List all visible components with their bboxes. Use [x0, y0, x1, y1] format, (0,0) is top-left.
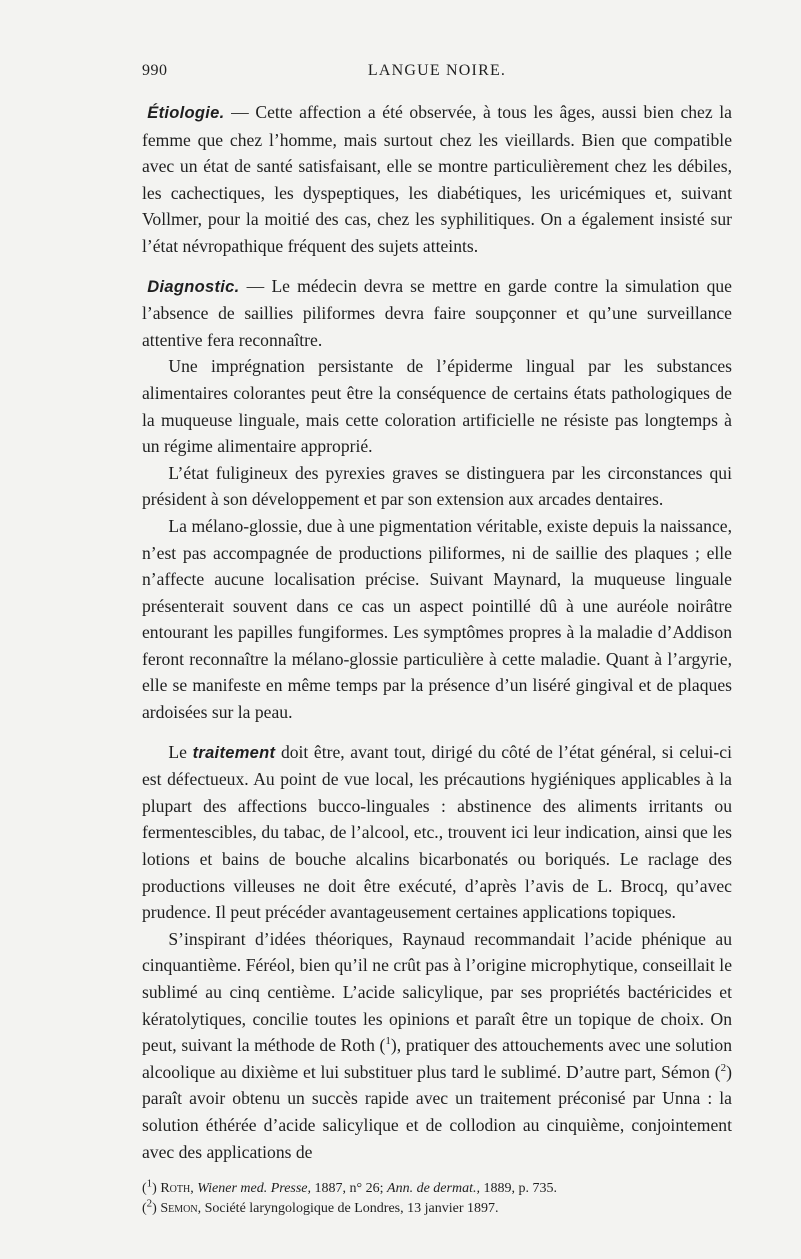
paragraph-impregnation: Une imprégnation persistante de l’épiderme lingual par les substances alimentaires colorantes peut être la conséquence de certains états pathologiques de la muqueuse linguale, mais cette coloration artificielle ne résiste pas longtemps à un régime alimentaire approprié.	[142, 356, 732, 457]
footnote-marker: 2	[146, 1197, 153, 1210]
section-term-traitement: traitement	[192, 743, 276, 762]
running-title: LANGUE NOIRE.	[367, 62, 507, 79]
section-term-diagnostic: Diagnostic.	[147, 277, 240, 296]
paragraph-topiques	[142, 926, 732, 1165]
paragraph-text: ), pratiquer des attouchements avec une solution alcoolique au dixième et lui substituer plus tard le sublimé. D’autre part, Sémon (	[142, 1035, 732, 1082]
footnote-1: ($^1$) Roth, Wiener med. Presse, 1887, n° 26; Ann. de dermat., 1889, p. 735.	[142, 1177, 557, 1196]
paragraph-text: — Cette affection a été observée, à tous les âges, aussi bien chez la femme que chez l’homme, mais surtout chez les vieillards. Bien que compatible avec un état de santé satisfaisant, elle se montre particulièrement chez les débiles, les cachectiques, les dyspeptiques, les diabétiques, les uricémiques et, suivant Vollmer, pour la moitié des cas, chez les syphilitiques. On a également insisté sur l’état névropathique fréquent des sujets atteints.	[142, 102, 732, 256]
footnote-ref-1[interactable]: 1	[385, 1035, 391, 1048]
paragraph-text: S’inspirant d’idées théoriques, Raynaud recommandait l’acide phénique au cinquantième. Féréol, bien qu’il ne crût pas à l’origine microphytique, conseillait le sublimé au cinq centième. L’acide salicylique, par ses propriétés bactéricides et kératolytiques, concilie toutes les opinions et paraît être un topique de choix. On peut, suivant la méthode de Roth (	[142, 928, 732, 1056]
page-number: 990	[142, 62, 168, 79]
footnote-2: ($^2$) Semon, Société laryngologique de Londres, 13 janvier 1897.	[142, 1197, 499, 1216]
paragraph-text: ) paraît avoir obtenu un succès rapide avec un traitement préconisé par Unna : la solution éthérée d’acide salicylique et de collodion au cinquième, conjointement avec des applications de	[142, 1061, 732, 1162]
footnote-author: Semon,	[160, 1201, 202, 1216]
paragraph-diagnostic	[142, 273, 732, 354]
paragraph-etat-fuligineux: L’état fuligineux des pyrexies graves se distinguera par les circonstances qui président à son développement et par son extension aux arcades dentaires.	[142, 462, 732, 510]
running-head	[142, 62, 732, 86]
footnotes	[142, 1179, 732, 1219]
paragraph-melano-glossie: La mélano-glossie, due à une pigmentation véritable, existe depuis la naissance, n’est pas accompagnée de productions piliformes, ni de saillie des plaques ; elle n’affecte aucune localisation précise. Suivant Maynard, la muqueuse linguale présenterait souvent dans ce cas un aspect pointillé dû à une auréole noirâtre entourant les papilles fungiformes. Les symptômes propres à la maladie d’Addison feront reconnaître la mélano-glossie particulière à cette maladie. Quant à l’argyrie, elle se manifeste en même temps par la présence d’un liséré gingival et de plaques ardoisées sur la peau.	[142, 515, 732, 723]
footnote-author: Roth,	[160, 1181, 194, 1196]
footnote-ref-2[interactable]: 2	[720, 1061, 727, 1074]
footnote-text: 1889, p. 735.	[479, 1181, 557, 1196]
footnote-source: Wiener med. Presse,	[197, 1181, 312, 1196]
paragraph-etiologie	[142, 99, 732, 260]
paragraph-text: doit être, avant tout, dirigé du côté de l’état général, si celui-ci est défectueux. Au point de vue local, les précautions hygiéniques applicables à la plupart des affections bucco-linguales : abstinence des aliments irritants ou fermentescibles, du tabac, de l’alcool, etc., trouvent ici leur indication, ainsi que les lotions et bains de bouche alcalins bicarbonatés ou boriqués. Le raclage des productions villeuses ne doit être exécuté, d’après l’avis de L. Brocq, qu’avec prudence. Il peut précéder avantageusement certaines applications topiques.	[142, 741, 732, 923]
footnote-marker: 1	[146, 1177, 153, 1190]
section-term-etiologie: Étiologie.	[147, 104, 225, 122]
paragraph-lead: Le	[168, 741, 193, 762]
paragraph-text: — Le médecin devra se mettre en garde contre la simulation que l’absence de saillies piliformes devra faire soupçonner et qu’une surveillance attentive fera reconnaître.	[142, 275, 732, 350]
footnote-text: Société laryngologique de Londres, 13 janvier 1897.	[201, 1201, 499, 1216]
body-text	[142, 99, 732, 1165]
footnote-text: 1887, n° 26;	[311, 1181, 388, 1196]
paragraph-traitement	[142, 739, 732, 926]
footnote-source: Ann. de dermat.,	[387, 1181, 480, 1196]
